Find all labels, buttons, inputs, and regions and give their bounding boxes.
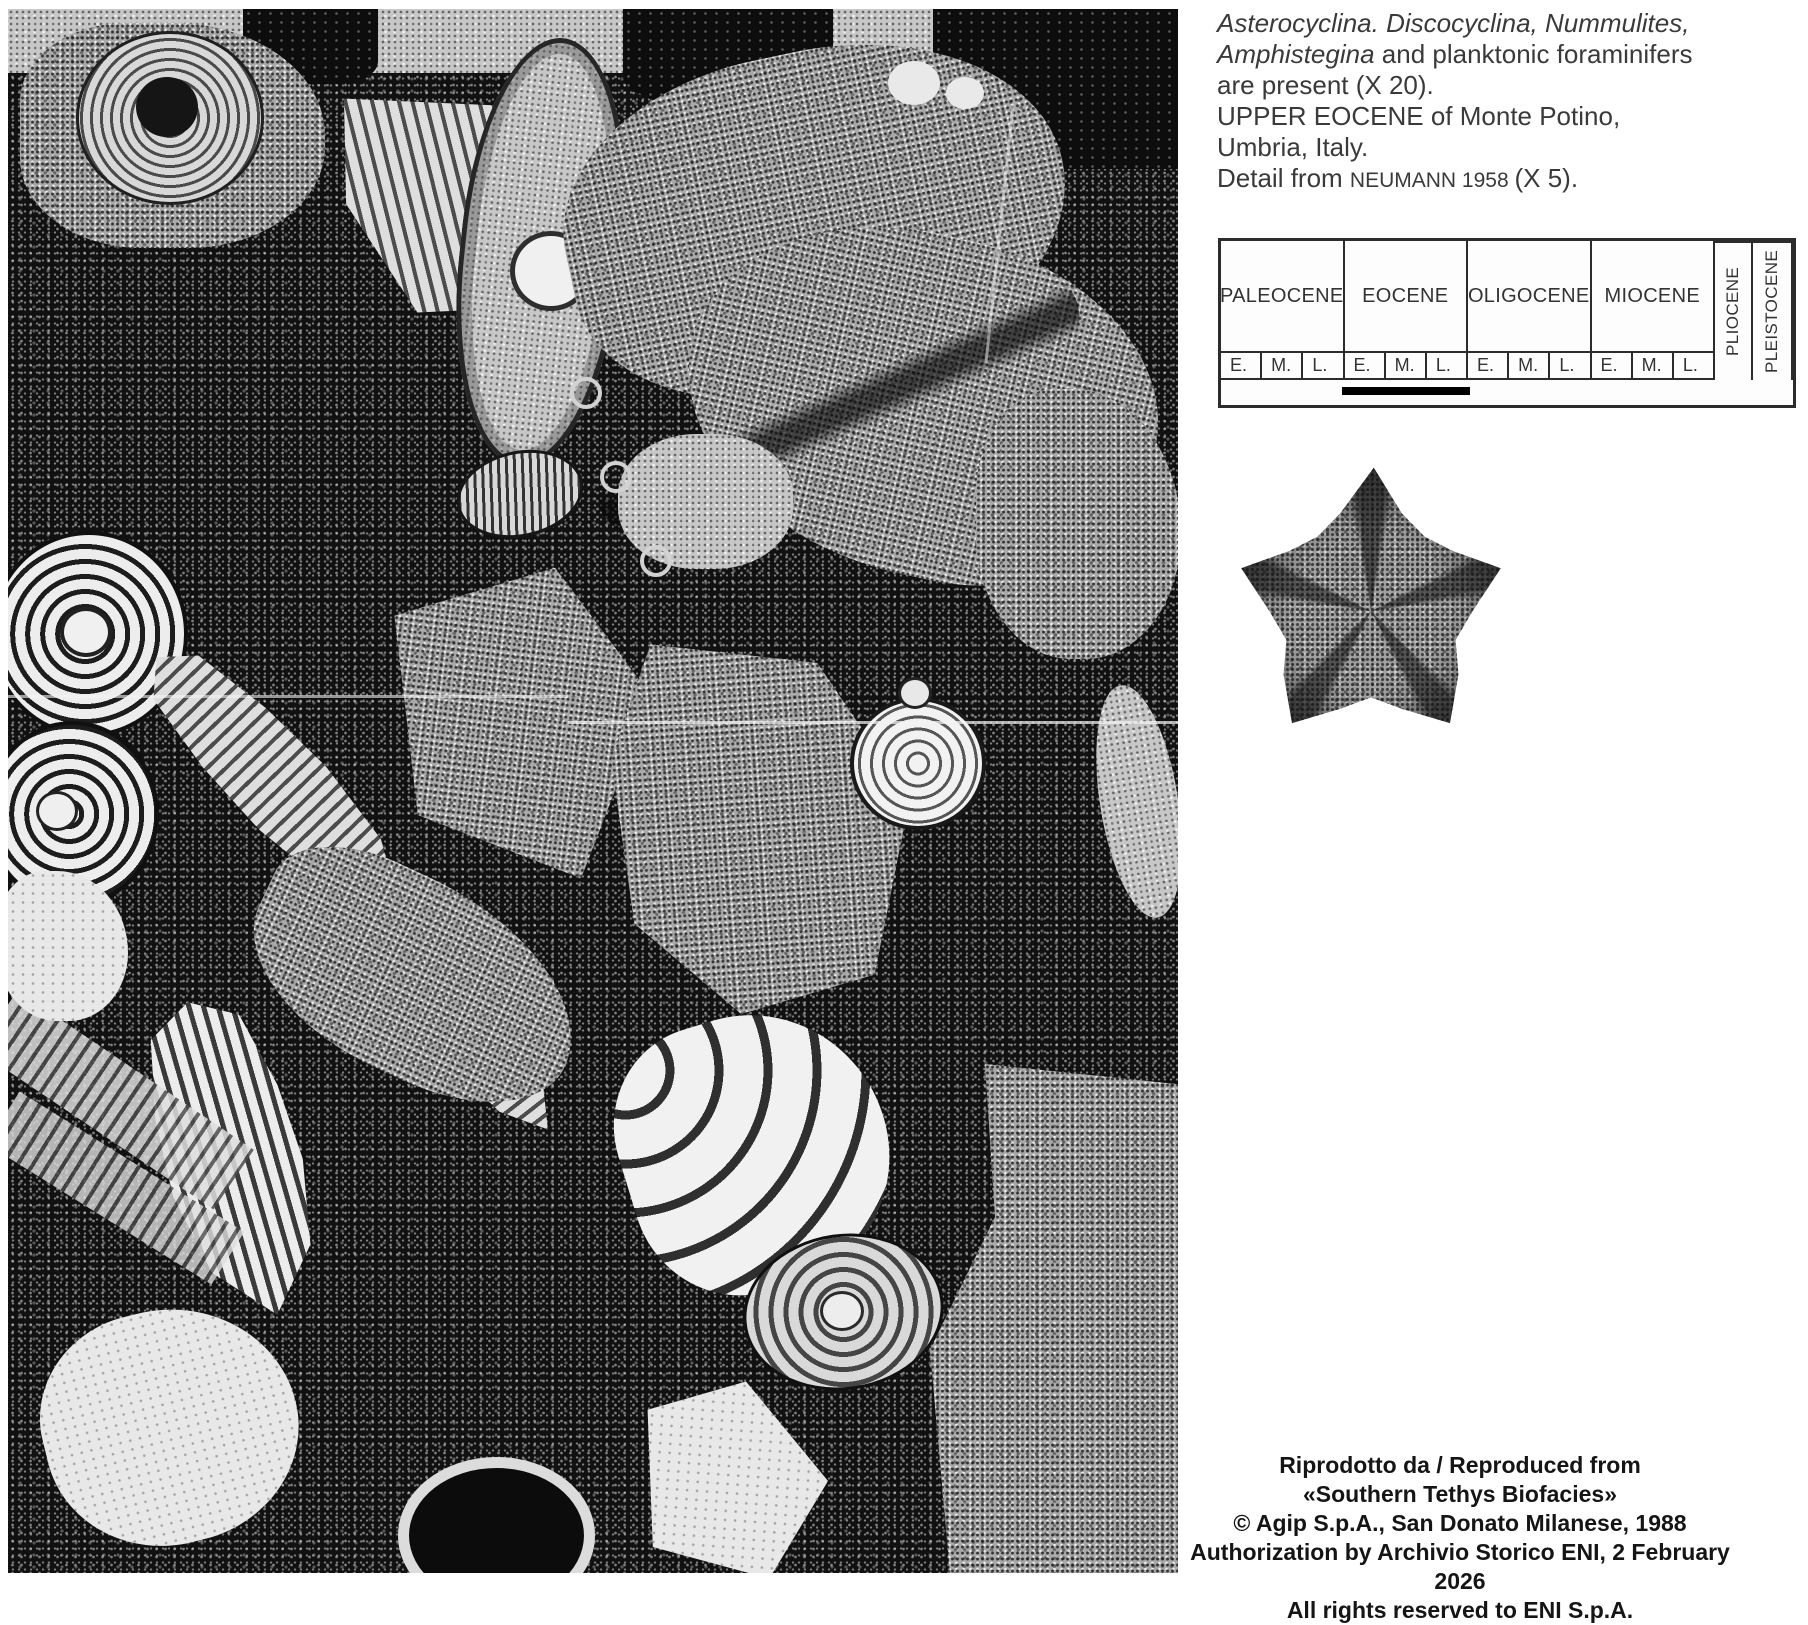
subdivision-cell: L. bbox=[1674, 353, 1715, 380]
caption-line: UPPER EOCENE of Monte Potino, bbox=[1217, 101, 1621, 131]
subdivision-cell: L. bbox=[1427, 353, 1468, 380]
photo-fragment bbox=[570, 377, 602, 409]
asterocyclina-star-specimen-photo bbox=[1230, 462, 1512, 749]
photo-fragment bbox=[640, 545, 672, 577]
subdivision-cell: M. bbox=[1633, 353, 1674, 380]
caption-year: 1958 bbox=[1456, 169, 1515, 192]
subdivision-cell: M. bbox=[1262, 353, 1303, 380]
attribution-line: © Agip S.p.A., San Donato Milanese, 1988 bbox=[1233, 1510, 1687, 1536]
caption-line: Umbria, Italy. bbox=[1217, 132, 1369, 162]
photo-fragment bbox=[636, 1375, 834, 1573]
photo-fragment bbox=[850, 697, 986, 830]
range-band bbox=[1221, 380, 1793, 405]
photo-fragment bbox=[930, 1064, 1178, 1573]
photo-fragment bbox=[18, 1282, 322, 1572]
caption-line bbox=[1217, 163, 1803, 196]
photo-fragment bbox=[820, 1291, 864, 1331]
caption-species: Amphistegina bbox=[1217, 39, 1375, 69]
attribution-line: Riprodotto da / Reproduced from bbox=[1279, 1452, 1641, 1478]
figure-caption bbox=[1217, 8, 1803, 196]
attribution-line: All rights reserved to ENI S.p.A. bbox=[1286, 1597, 1634, 1623]
photo-fragment bbox=[448, 439, 591, 550]
photo-fragment bbox=[603, 627, 923, 1022]
epoch-cell-paleocene: PALEOCENE bbox=[1221, 241, 1345, 353]
caption-author: NEUMANN bbox=[1349, 169, 1457, 192]
epoch-cell-eocene: EOCENE bbox=[1345, 241, 1469, 353]
photo-fragment bbox=[946, 77, 984, 109]
caption-species: Asterocyclina. Discocyclina, Nummulites, bbox=[1217, 8, 1690, 38]
subdivision-cell: E. bbox=[1345, 353, 1386, 380]
subdivision-cell: L. bbox=[1550, 353, 1591, 380]
epoch-cell-pliocene: PLIOCENE bbox=[1715, 241, 1753, 380]
caption-text: Detail from bbox=[1217, 163, 1350, 193]
geologic-timescale-chart bbox=[1218, 238, 1796, 408]
thin-section-photomicrograph bbox=[8, 9, 1178, 1573]
subdivision-cell: L. bbox=[1303, 353, 1344, 380]
photo-fragment bbox=[888, 61, 940, 105]
photo-fragment bbox=[976, 389, 1178, 659]
photo-fragment bbox=[600, 461, 632, 493]
photo-crack-line bbox=[8, 695, 568, 698]
attribution-block bbox=[1180, 1451, 1740, 1625]
attribution-line: «Southern Tethys Biofacies» bbox=[1303, 1481, 1617, 1507]
photo-fragment bbox=[136, 77, 198, 137]
photo-fragment bbox=[898, 677, 932, 709]
subdivision-cell: M. bbox=[1509, 353, 1550, 380]
photo-fragment bbox=[398, 1457, 595, 1573]
photo-fragment bbox=[365, 549, 665, 884]
epoch-cell-miocene: MIOCENE bbox=[1592, 241, 1716, 353]
caption-text: and planktonic foraminifers bbox=[1374, 39, 1693, 69]
photo-fragment bbox=[60, 607, 112, 657]
subdivision-cell: E. bbox=[1468, 353, 1509, 380]
subdivision-cell: E. bbox=[1221, 353, 1262, 380]
caption-line: are present (X 20). bbox=[1217, 70, 1434, 100]
attribution-line: Authorization by Archivio Storico ENI, 2 February 2026 bbox=[1190, 1539, 1730, 1594]
caption-text: (X 5). bbox=[1514, 163, 1579, 193]
photo-fragment bbox=[1082, 679, 1178, 923]
photo-fragment bbox=[36, 791, 78, 831]
star-fossil-shape bbox=[1230, 462, 1512, 749]
eocene-range-bar bbox=[1342, 387, 1470, 395]
subdivision-cell: E. bbox=[1592, 353, 1633, 380]
epoch-cell-oligocene: OLIGOCENE bbox=[1468, 241, 1592, 353]
subdivision-cell: M. bbox=[1386, 353, 1427, 380]
caption-line bbox=[1217, 39, 1803, 70]
caption-line bbox=[1217, 8, 1803, 39]
epoch-cell-pleistocene: PLEISTOCENE bbox=[1753, 241, 1793, 380]
photo-crack-line bbox=[568, 721, 1178, 724]
